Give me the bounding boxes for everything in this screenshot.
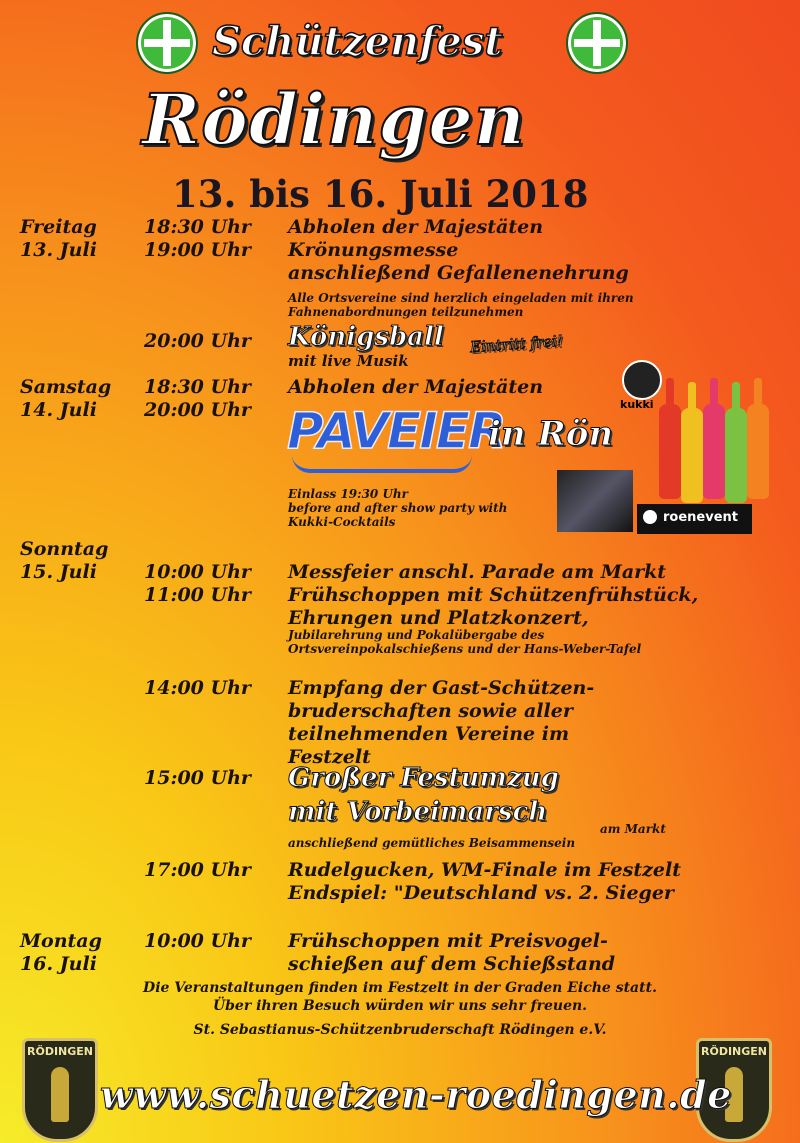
sunday-event-5a: Rudelgucken, WM-Finale im Festzelt (288, 859, 681, 881)
saturday-label: Samstag (20, 376, 112, 398)
sunday-time-5: 17:00 Uhr (144, 859, 251, 881)
friday-event-1: Abholen der Majestäten (288, 216, 544, 238)
roenevent-logo (637, 504, 752, 534)
friday-label: Freitag (20, 216, 97, 238)
sunday-event-4-sub: anschließend gemütliches Beisammensein (288, 836, 576, 850)
party-photo (557, 470, 633, 532)
sunday-time-1: 10:00 Uhr (144, 561, 251, 583)
sunday-event-3b: bruderschaften sowie aller (288, 700, 573, 722)
speaker-icon (643, 510, 657, 524)
kukki-logo-label: kukki (620, 398, 654, 411)
poster-subtitle: Schützenfest (212, 18, 503, 65)
sunday-note-2: Ortsvereinpokalschießens und der Hans-Weber-Tafel (288, 642, 642, 656)
friday-time-3: 20:00 Uhr (144, 330, 251, 352)
green-cross-emblem-right (566, 12, 628, 74)
sunday-label: Sonntag (20, 538, 109, 560)
website-url[interactable]: www.schuetzen-roedingen.de (100, 1072, 732, 1117)
sunday-time-3: 14:00 Uhr (144, 677, 251, 699)
friday-event-3-tag: Eintritt frei! (469, 331, 564, 357)
saturday-time-2: 20:00 Uhr (144, 399, 251, 421)
friday-time-1: 18:30 Uhr (144, 216, 251, 238)
monday-event-1a: Frühschoppen mit Preisvogel- (288, 930, 608, 952)
monday-event-1b: schießen auf dem Schießstand (288, 953, 616, 975)
event-date-range: 13. bis 16. Juli 2018 (172, 172, 589, 216)
poster-title: Rödingen (142, 78, 526, 161)
sunday-time-4: 15:00 Uhr (144, 767, 251, 789)
sunday-time-2: 11:00 Uhr (144, 584, 251, 606)
monday-time-1: 10:00 Uhr (144, 930, 251, 952)
footer-line-2: Über ihren Besuch würden wir uns sehr freuen. (212, 998, 588, 1014)
footer-line-1: Die Veranstaltungen finden im Festzelt in der Graden Eiche statt. (143, 980, 657, 996)
kukki-logo-icon (622, 360, 662, 400)
monday-label: Montag (20, 930, 102, 952)
friday-event-3: Königsball (288, 322, 444, 352)
paveier-band-logo: PAVEIER (287, 402, 505, 460)
sunday-event-5b: Endspiel: "Deutschland vs. 2. Sieger (288, 882, 674, 904)
monday-date: 16. Juli (20, 953, 97, 975)
sunday-event-4b: mit Vorbeimarsch (288, 797, 548, 827)
sunday-event-3d: Festzelt (288, 746, 371, 768)
green-cross-emblem-left (136, 12, 198, 74)
friday-note-1: Alle Ortsvereine sind herzlich eingeladen mit ihren (288, 291, 634, 305)
sunday-date: 15. Juli (20, 561, 97, 583)
saturday-note-3: Kukki-Cocktails (288, 515, 396, 529)
sunday-event-2b: Ehrungen und Platzkonzert, (288, 607, 589, 629)
saturday-date: 14. Juli (20, 399, 97, 421)
organization-name: St. Sebastianus-Schützenbruderschaft Rödingen e.V. (193, 1022, 607, 1038)
paveier-swoosh-decoration (292, 455, 472, 473)
sunday-event-4a: Großer Festumzug (288, 763, 559, 793)
sunday-event-3c: teilnehmenden Vereine im (288, 723, 570, 745)
sunday-event-3a: Empfang der Gast-Schützen- (288, 677, 595, 699)
friday-note-2: Fahnenabordnungen teilzunehmen (288, 305, 524, 319)
sunday-event-2a: Frühschoppen mit Schützenfrühstück, (288, 584, 699, 606)
saturday-note-1: Einlass 19:30 Uhr (288, 487, 408, 501)
roenevent-logo-label: roenevent (663, 510, 738, 525)
friday-date: 13. Juli (20, 239, 97, 261)
saturday-note-2: before and after show party with (288, 501, 508, 515)
badge-label-left: RÖDINGEN (27, 1045, 93, 1058)
sunday-event-1: Messfeier anschl. Parade am Markt (288, 561, 667, 583)
friday-event-2b: anschließend Gefallenenehrung (288, 262, 629, 284)
saturday-time-1: 18:30 Uhr (144, 376, 251, 398)
sunday-event-4-tag: am Markt (600, 822, 666, 836)
friday-event-3-sub: mit live Musik (288, 352, 409, 370)
saint-figure-icon (51, 1067, 69, 1122)
friday-event-2a: Krönungsmesse (288, 239, 459, 261)
sunday-note-1: Jubilarehrung und Pokalübergabe des (288, 628, 545, 642)
saturday-event-1: Abholen der Majestäten (288, 376, 544, 398)
badge-label-right: RÖDINGEN (701, 1045, 767, 1058)
band-location-suffix: in Rön (488, 414, 614, 454)
brotherhood-badge-left (22, 1038, 98, 1142)
friday-time-2: 19:00 Uhr (144, 239, 251, 261)
